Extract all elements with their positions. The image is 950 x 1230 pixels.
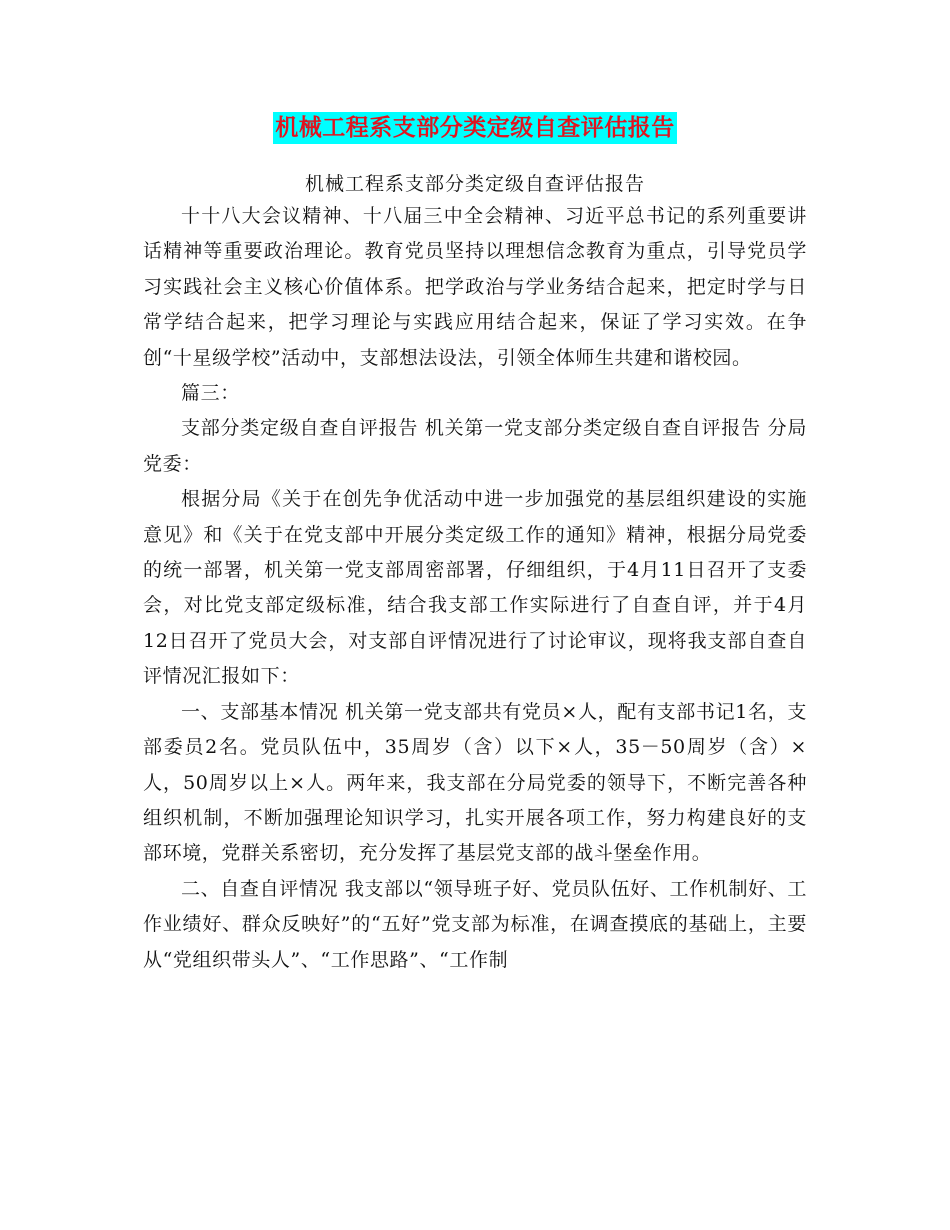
document-title: 机械工程系支部分类定级自查评估报告 — [273, 112, 677, 144]
document-subtitle: 机械工程系支部分类定级自查评估报告 — [304, 173, 645, 195]
body-paragraph: 二、自查自评情况 我支部以“领导班子好、党员队伍好、工作机制好、工作业绩好、群众反映好”的“五好”党支部为标准，在调查摸底的基础上，主要从“党组织带头人”、“工作思路”、“工作制 — [143, 877, 807, 971]
body-paragraph: 支部分类定级自查自评报告 机关第一党支部分类定级自查自评报告 分局党委： — [143, 417, 807, 475]
body-paragraph: 一、支部基本情况 机关第一党支部共有党员×人，配有支部书记1名，支部委员2名。党员队伍中，35周岁（含）以下×人，35－50周岁（含）×人，50周岁以上×人。两年来，我支部在分局党委的领导下，不断完善各种组织机制，不断加强理论知识学习，扎实开展各项工作，努力构建良好的支部环境，党群关系密切，充分发挥了基层党支部的战斗堡垒作用。 — [143, 700, 807, 865]
body-paragraph: 根据分局《关于在创先争优活动中进一步加强党的基层组织建设的实施意见》和《关于在党支部中开展分类定级工作的通知》精神，根据分局党委的统一部署，机关第一党支部周密部署，仔细组织，于4月11日召开了支委会，对比党支部定级标准，结合我支部工作实际进行了自查自评，并于4月12日召开了党员大会，对支部自评情况进行了讨论审议，现将我支部自查自评情况汇报如下： — [143, 488, 807, 688]
document-body — [143, 199, 807, 978]
body-paragraph: 篇三： — [181, 382, 240, 405]
title-container — [0, 112, 950, 144]
body-paragraph: 十十八大会议精神、十八届三中全会精神、习近平总书记的系列重要讲话精神等重要政治理论。教育党员坚持以理想信念教育为重点，引导党员学习实践社会主义核心价值体系。把学政治与学业务结合起来，把定时学与日常学结合起来，把学习理论与实践应用结合起来，保证了学习实效。在争创“十星级学校”活动中，支部想法设法，引领全体师生共建和谐校园。 — [143, 205, 807, 369]
